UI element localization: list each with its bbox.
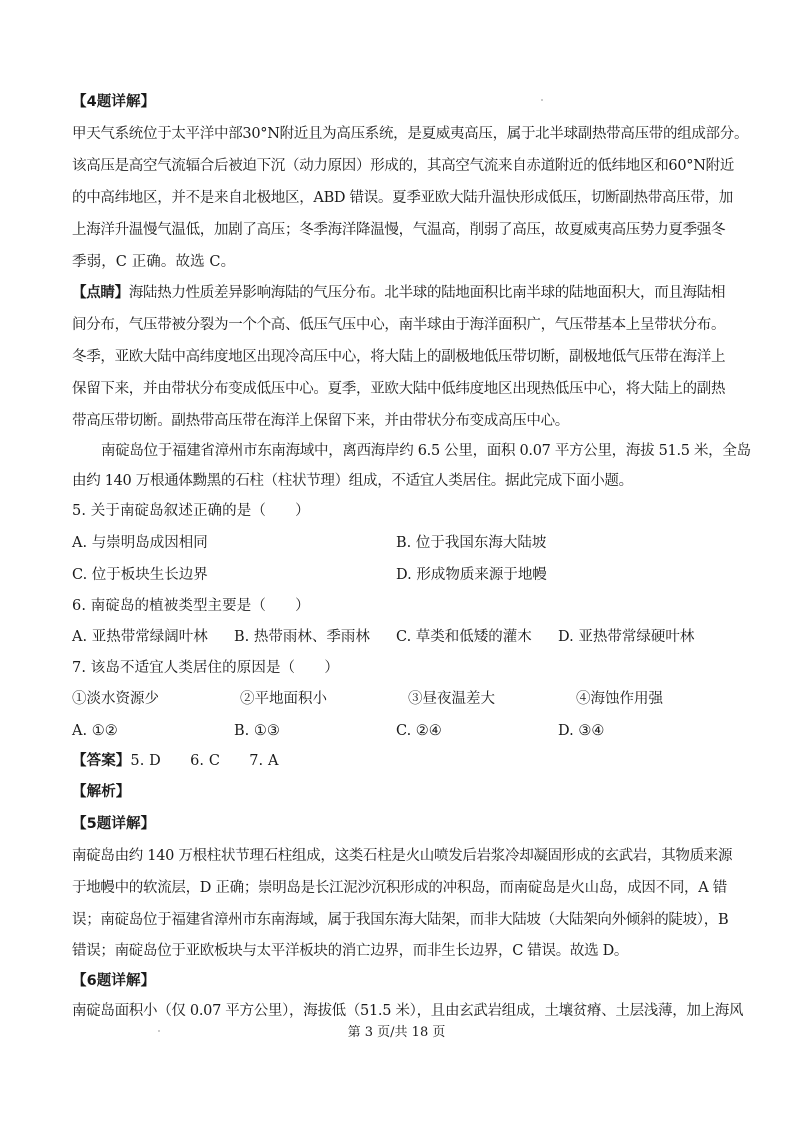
q5-stem: 5. 关于南碇岛叙述正确的是（ ）: [72, 503, 310, 519]
q5-detail-line: 错误；南碇岛位于亚欧板块与太平洋板块的消亡边界，而非生长边界，C 错误。故选 D。: [72, 943, 629, 959]
q4-detail-line: 季弱，C 正确。故选 C。: [72, 254, 236, 270]
page-number-footer: 第 3 页/共 18 页: [347, 1025, 446, 1040]
q5-detail-line: 南碇岛由约 140 万根柱状节理石柱组成，这类石柱是火山喷发后岩浆冷却凝固形成的玄武岩，其物质来源: [72, 848, 733, 864]
q7-item-2: ②平地面积小: [240, 691, 327, 707]
q5-detail-line: 误；南碇岛位于福建省漳州市东南海域，属于我国东海大陆架，而非大陆坡（大陆架向外倾斜的陡坡），B: [72, 912, 729, 928]
q4-detail-line: 该高压是高空气流辐合后被迫下沉（动力原因）形成的，其高空气流来自赤道附近的低纬地区和60°N附近: [72, 158, 734, 174]
q4-detail-line: 上海洋升温慢气温低，加剧了高压；冬季海洋降温慢，气温高，削弱了高压，故夏威夷高压势力夏季强冬: [72, 222, 726, 238]
q7-item-1: ①淡水资源少: [72, 691, 159, 707]
tip-line: 间分布，气压带被分裂为一个个高、低压气压中心，南半球由于海洋面积广，气压带基本上呈带状分布。: [72, 317, 726, 333]
q6-detail-line: 南碇岛面积小（仅 0.07 平方公里），海拔低（51.5 米），且由玄武岩组成，土壤贫瘠、土层浅薄，加上海风: [72, 1003, 744, 1019]
q7-item-3: ③昼夜温差大: [408, 691, 495, 707]
q6-detail-header: 【6题详解】: [72, 973, 156, 989]
q5-option-d: D. 形成物质来源于地幔: [396, 567, 547, 583]
q6-option-d: D. 亚热带常绿硬叶林: [558, 629, 695, 645]
q7-option-d: D. ③④: [558, 723, 605, 739]
tip-line-first: [72, 283, 726, 303]
q6-option-b: B. 热带雨林、季雨林: [234, 629, 370, 645]
q6-stem: 6. 南碇岛的植被类型主要是（ ）: [72, 598, 310, 614]
q7-option-a: A. ①②: [72, 723, 118, 739]
q7-option-c: C. ②④: [396, 723, 442, 739]
q7-item-4: ④海蚀作用强: [576, 691, 663, 707]
answer-line: [72, 751, 722, 771]
q4-detail-line: 的中高纬地区，并不是来自北极地区，ABD 错误。夏季亚欧大陆升温快形成低压，切断副热带高压带，加: [72, 190, 733, 206]
tip-label: 【点睛】: [72, 285, 129, 301]
answer-label: 【答案】: [72, 753, 131, 769]
answer-text: 5. D 6. C 7. A: [130, 753, 279, 769]
q6-option-a: A. 亚热带常绿阔叶林: [72, 629, 208, 645]
q6-option-c: C. 草类和低矮的灌木: [396, 629, 532, 645]
q4-detail-header: 【4题详解】: [72, 94, 156, 110]
q4-detail-line: 甲天气系统位于太平洋中部30°N附近且为高压系统，是夏威夷高压，属于北半球副热带高压带的组成部分。: [72, 126, 749, 142]
q5-option-b: B. 位于我国东海大陆坡: [396, 535, 547, 551]
analysis-label: 【解析】: [72, 784, 131, 800]
q5-option-c: C. 位于板块生长边界: [72, 567, 208, 583]
tip-line: 冬季，亚欧大陆中高纬度地区出现冷高压中心，将大陆上的副极地低压带切断，副极地低气压带在海洋上: [72, 349, 726, 365]
q5-option-a: A. 与崇明岛成因相同: [72, 535, 208, 551]
scan-speck: [158, 1030, 160, 1032]
tip-text: 海陆热力性质差异影响海陆的气压分布。北半球的陆地面积比南半球的陆地面积大，而且海陆相: [128, 285, 726, 301]
passage-line: 由约 140 万根通体黝黑的石柱（柱状节理）组成，不适宜人类居住。据此完成下面小题。: [72, 473, 633, 489]
tip-line: 带高压带切断。副热带高压带在海洋上保留下来，并由带状分布变成高压中心。: [72, 413, 569, 429]
tip-line: 保留下来，并由带状分布变成低压中心。夏季，亚欧大陆中低纬度地区出现热低压中心，将大陆上的副热: [72, 381, 726, 397]
q5-detail-header: 【5题详解】: [72, 816, 156, 832]
q7-stem: 7. 该岛不适宜人类居住的原因是（ ）: [72, 660, 339, 676]
q7-option-b: B. ①③: [234, 723, 280, 739]
q5-detail-line: 于地幔中的软流层，D 正确；崇明岛是长江泥沙沉积形成的冲积岛，而南碇岛是火山岛，成因不同，A 错: [72, 880, 727, 896]
passage-line: 南碇岛位于福建省漳州市东南海域中，离西海岸约 6.5 公里，面积 0.07 平方公里，海拔 51.5 米，全岛: [101, 443, 751, 459]
